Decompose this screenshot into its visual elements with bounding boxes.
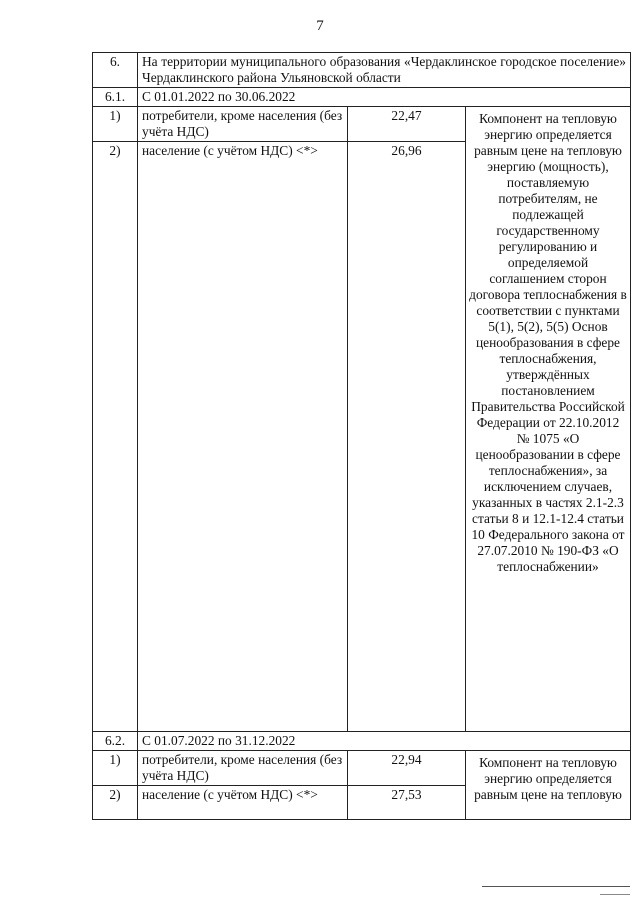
bottom-rule-short: [600, 894, 630, 895]
section-title: На территории муниципального образования «Чердаклинское городское поселение» Чердаклинского района Ульяновской области: [138, 53, 631, 88]
tariff-table: [92, 52, 631, 820]
consumer-label: население (с учётом НДС) <*>: [138, 142, 348, 732]
table-row: [93, 107, 631, 142]
consumer-label: потребители, кроме населения (без учёта НДС): [138, 107, 348, 142]
period-row: [93, 732, 631, 751]
component-note: Компонент на тепловую энергию определяется равным цене на тепловую энергию (мощность), поставляемую потребителям, не подлежащей государственному регулированию и определяемой соглашением сторон договора теплоснабжения в соответствии с пунктами 5(1), 5(2), 5(5) Основ ценообразования в сфере теплоснабжения, утверждённых постановлением Правительства Российской Федерации от 22.10.2012 № 1075 «О ценообразовании в сфере теплоснабжения», за исключением случаев, указанных в частях 2.1-2.3 статьи 8 и 12.1-12.4 статьи 10 Федерального закона от 27.07.2010 № 190-ФЗ «О теплоснабжении»: [466, 107, 631, 732]
consumer-label: население (с учётом НДС) <*>: [138, 786, 348, 820]
period-row: [93, 88, 631, 107]
row-number: 1): [93, 107, 138, 142]
tariff-value: 26,96: [348, 142, 466, 732]
bottom-rule: [482, 886, 630, 887]
period-label: С 01.07.2022 по 31.12.2022: [138, 732, 631, 751]
row-number: 2): [93, 142, 138, 732]
tariff-value: 22,47: [348, 107, 466, 142]
section-row: [93, 53, 631, 88]
tariff-value: 22,94: [348, 751, 466, 786]
row-number: 2): [93, 786, 138, 820]
component-note: Компонент на тепловую энергию определяется равным цене на тепловую: [466, 751, 631, 820]
consumer-label: потребители, кроме населения (без учёта НДС): [138, 751, 348, 786]
period-label: С 01.01.2022 по 30.06.2022: [138, 88, 631, 107]
period-number: 6.2.: [93, 732, 138, 751]
section-number: 6.: [93, 53, 138, 88]
row-number: 1): [93, 751, 138, 786]
period-number: 6.1.: [93, 88, 138, 107]
table-row: [93, 751, 631, 786]
tariff-value: 27,53: [348, 786, 466, 820]
page-number: 7: [316, 18, 324, 34]
